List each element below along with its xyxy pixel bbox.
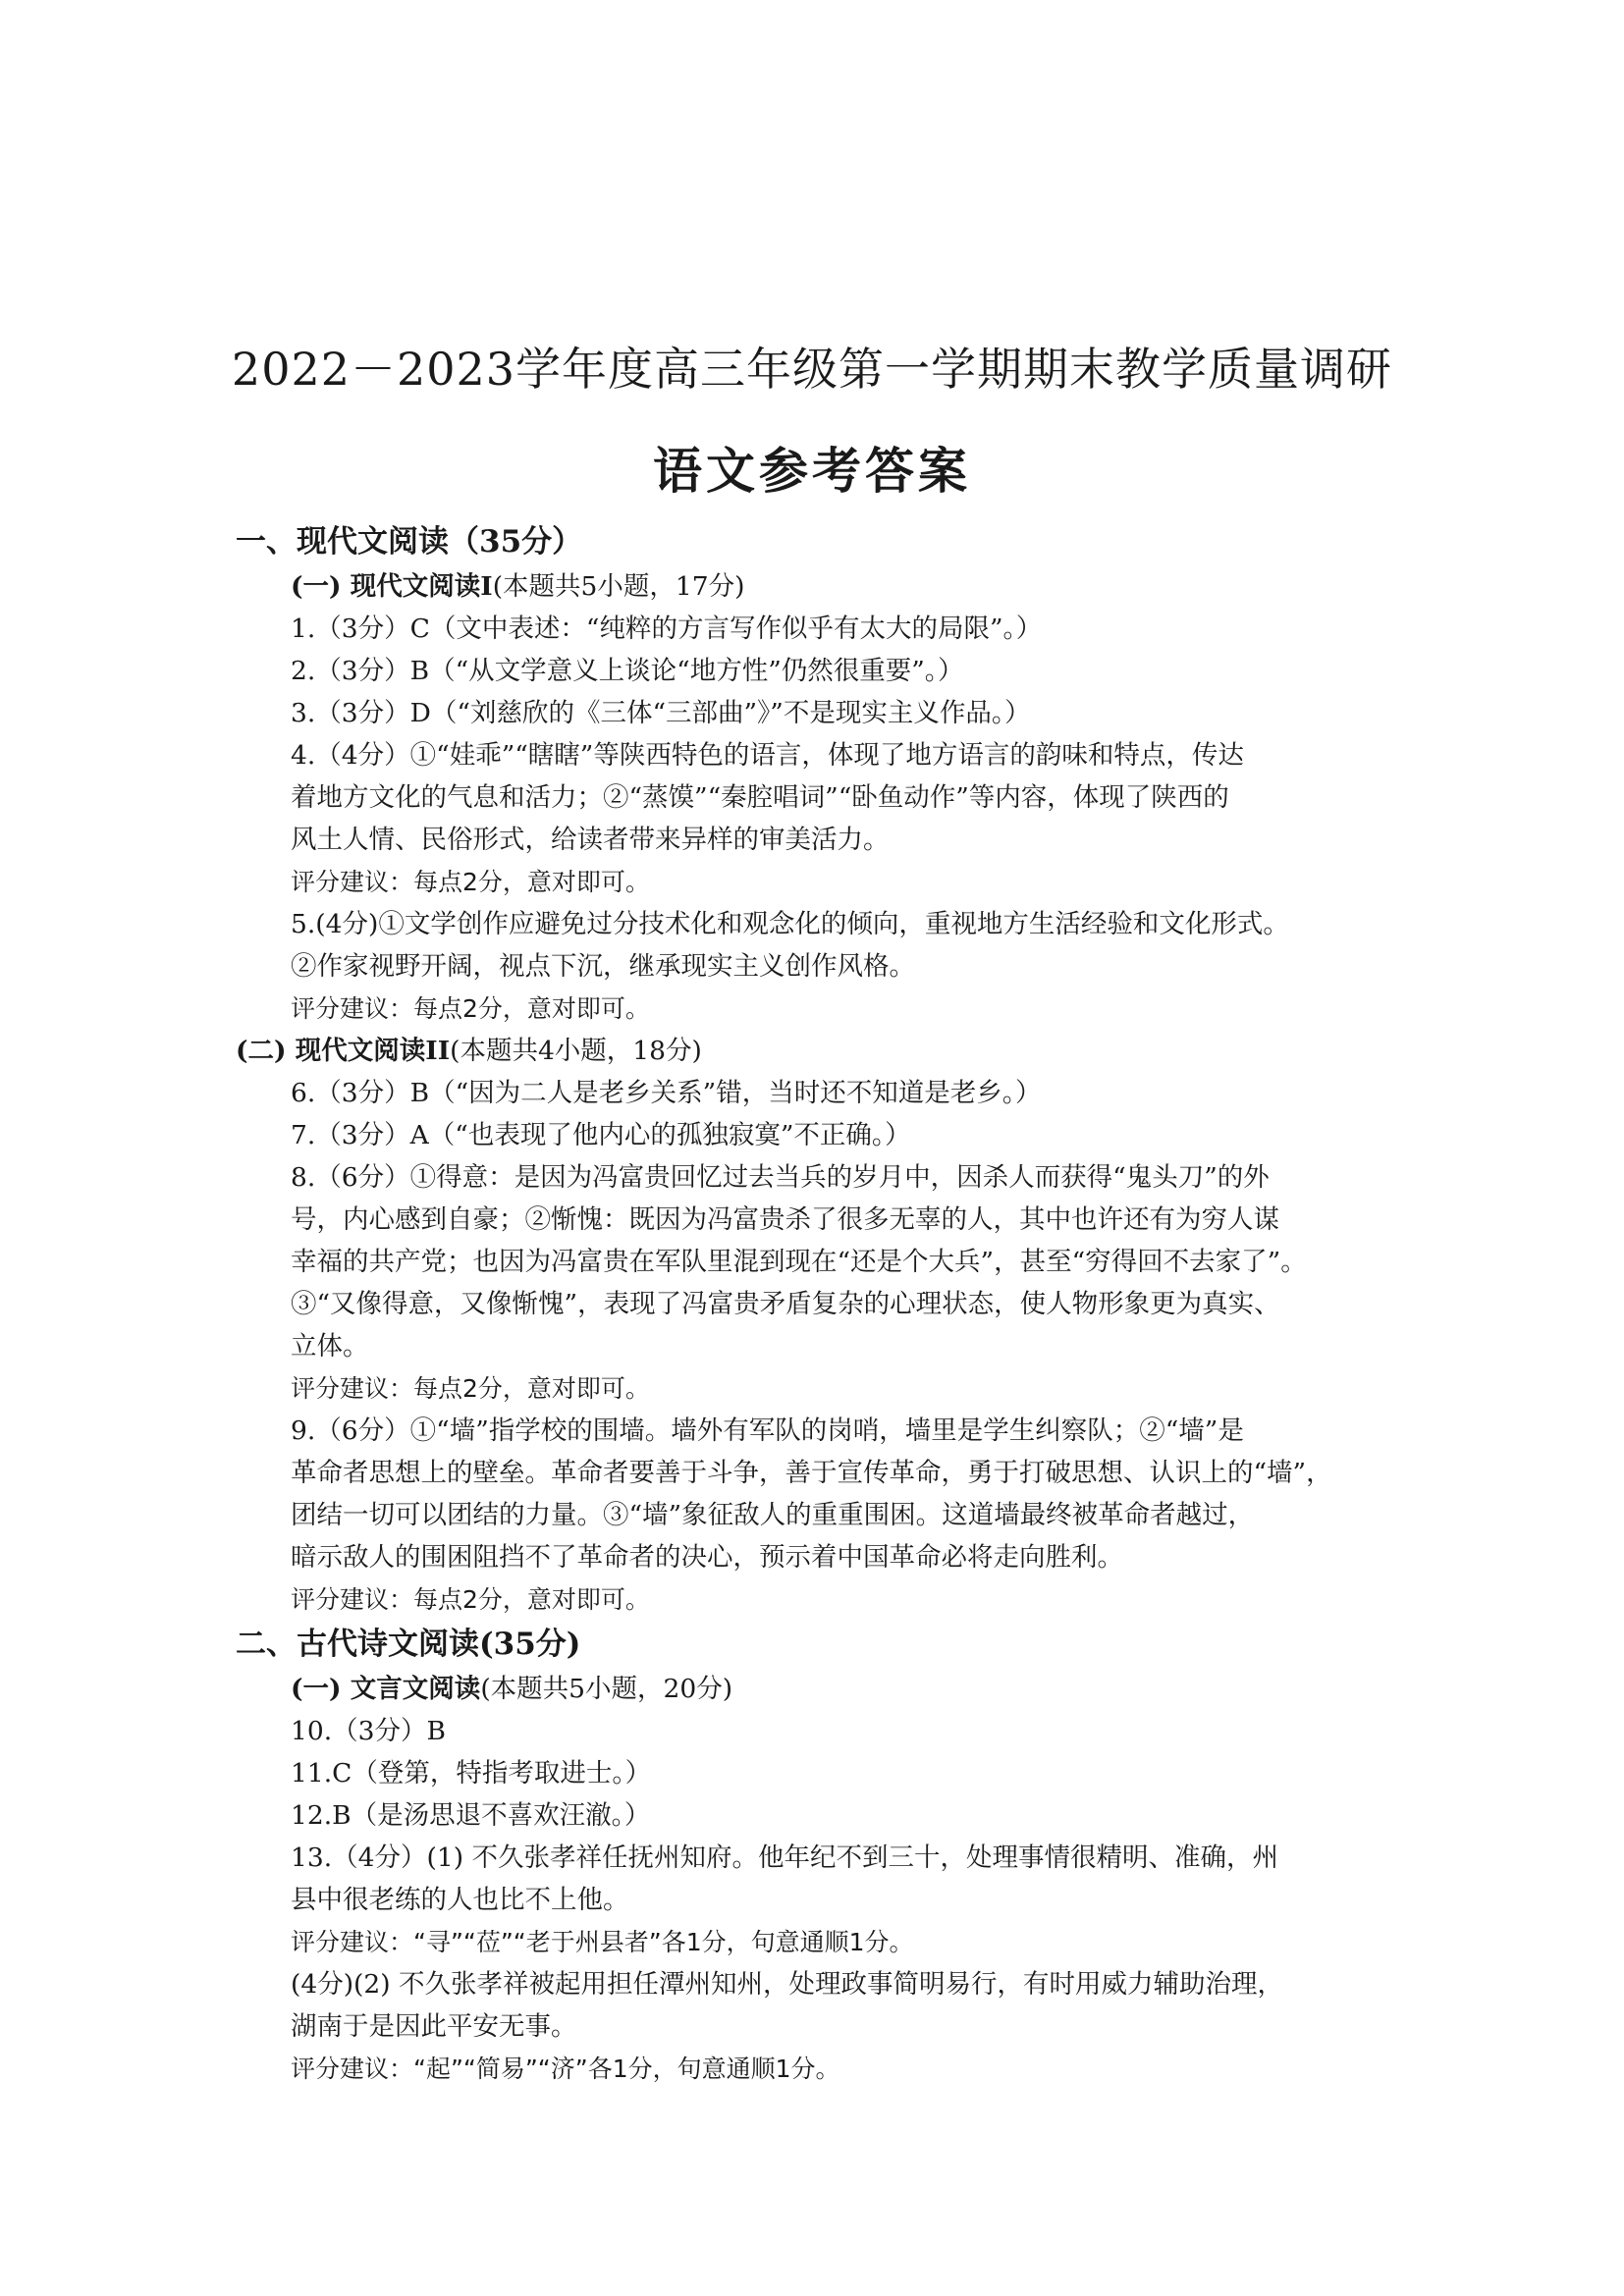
- answer-q4-line: 风土人情、民俗形式，给读者带来异样的审美活力。: [291, 825, 890, 855]
- answer-q8-line: 立体。: [291, 1331, 369, 1362]
- page-title: 2022－2023学年度高三年级第一学期期末教学质量调研: [231, 343, 1393, 396]
- subsection-label: (一) 文言文阅读: [291, 1674, 481, 1704]
- subsection-meta: (本题共4小题，18分): [450, 1036, 702, 1066]
- answer-q8-line: 8.（6分）①得意：是因为冯富贵回忆过去当兵的岁月中，因杀人而获得“鬼头刀”的外: [291, 1162, 1270, 1193]
- scoring-note-q5: 评分建议：每点2分，意对即可。: [291, 994, 650, 1023]
- subsection-label: (二) 现代文阅读II: [236, 1036, 451, 1066]
- scoring-note-q13-1: 评分建议：“寻”“莅”“老于州县者”各1分，句意通顺1分。: [291, 1928, 914, 1956]
- answer-q13-line: (4分)(2) 不久张孝祥被起用担任潭州知州，处理政事简明易行，有时用威力辅助治理，: [291, 1969, 1283, 2000]
- answer-q13-line: 县中很老练的人也比不上他。: [291, 1885, 629, 1915]
- answer-q5-line: ②作家视野开阔，视点下沉，继承现实主义创作风格。: [291, 951, 915, 982]
- answer-q8-line: 幸福的共产党；也因为冯富贵在军队里混到现在“还是个大兵”，甚至“穷得回不去家了”。: [291, 1247, 1307, 1277]
- answer-q7: 7.（3分）A（“也表现了他内心的孤独寂寞”不正确。）: [291, 1120, 911, 1150]
- answer-content: [236, 518, 1404, 2090]
- subsection-meta: (本题共5小题，17分): [492, 571, 745, 602]
- answer-q9-line: 革命者思想上的壁垒。革命者要善于斗争，善于宣传革命，勇于打破思想、认识上的“墙”，: [291, 1458, 1332, 1488]
- scoring-note-q4: 评分建议：每点2分，意对即可。: [291, 868, 650, 896]
- answer-q9-line: 9.（6分）①“墙”指学校的围墙。墙外有军队的岗哨，墙里是学生纠察队；②“墙”是: [291, 1415, 1244, 1446]
- subsection-heading-modern-reading-1: [291, 565, 1404, 608]
- scoring-note-q9: 评分建议：每点2分，意对即可。: [291, 1585, 650, 1614]
- scoring-note-q8: 评分建议：每点2分，意对即可。: [291, 1374, 650, 1403]
- answer-q1: 1.（3分）C（文中表述：“纯粹的方言写作似乎有太大的局限”。）: [291, 614, 1043, 644]
- answer-q11: 11.C（登第，特指考取进士。）: [291, 1758, 652, 1789]
- answer-q4-line: 着地方文化的气息和活力；②“蒸馍”“秦腔唱词”“卧鱼动作”等内容，体现了陕西的: [291, 782, 1229, 813]
- answer-q9-line: 暗示敌人的围困阻挡不了革命者的决心，预示着中国革命必将走向胜利。: [291, 1542, 1123, 1573]
- answer-q8-line: ③“又像得意，又像惭愧”，表现了冯富贵矛盾复杂的心理状态，使人物形象更为真实、: [291, 1289, 1280, 1319]
- answer-q8-line: 号，内心感到自豪；②惭愧：既因为冯富贵杀了很多无辜的人，其中也许还有为穷人谋: [291, 1204, 1279, 1235]
- answer-q12: 12.B（是汤思退不喜欢汪澈。）: [291, 1800, 651, 1831]
- page-subtitle: 语文参考答案: [653, 442, 971, 500]
- answer-q2: 2.（3分）B（“从文学意义上谈论“地方性”仍然很重要”。）: [291, 656, 964, 686]
- answer-q5-line: 5.(4分)①文学创作应避免过分技术化和观念化的倾向，重视地方生活经验和文化形式。: [291, 909, 1289, 939]
- answer-q4-line: 4.（4分）①“娃乖”“瞎瞎”等陕西特色的语言，体现了地方语言的韵味和特点，传达: [291, 740, 1244, 771]
- subsection-label: (一) 现代文阅读Ⅰ: [291, 571, 493, 602]
- scoring-note-q13-2: 评分建议：“起”“简易”“济”各1分，句意通顺1分。: [291, 2055, 840, 2083]
- subsection-meta: (本题共5小题，20分): [480, 1674, 733, 1704]
- subsection-heading-modern-reading-2: [236, 1030, 1404, 1072]
- answer-q9-line: 团结一切可以团结的力量。③“墙”象征敌人的重重围困。这道墙最终被革命者越过，: [291, 1500, 1255, 1530]
- section-heading-modern-reading: 一、现代文阅读（35分）: [236, 524, 583, 560]
- section-heading-classical-reading: 二、古代诗文阅读(35分): [236, 1627, 581, 1662]
- subsection-heading-classical-prose: [291, 1668, 1404, 1710]
- answer-q13-line: 湖南于是因此平安无事。: [291, 2011, 577, 2042]
- answer-q3: 3.（3分）D（“刘慈欣的《三体“三部曲”》”不是现实主义作品。）: [291, 698, 1031, 728]
- answer-q6: 6.（3分）B（“因为二人是老乡关系”错，当时还不知道是老乡。）: [291, 1078, 1042, 1108]
- answer-q13-line: 13.（4分）(1) 不久张孝祥任抚州知府。他年纪不到三十，处理事情很精明、准确，州: [291, 1842, 1278, 1873]
- answer-q10: 10.（3分）B: [291, 1716, 446, 1746]
